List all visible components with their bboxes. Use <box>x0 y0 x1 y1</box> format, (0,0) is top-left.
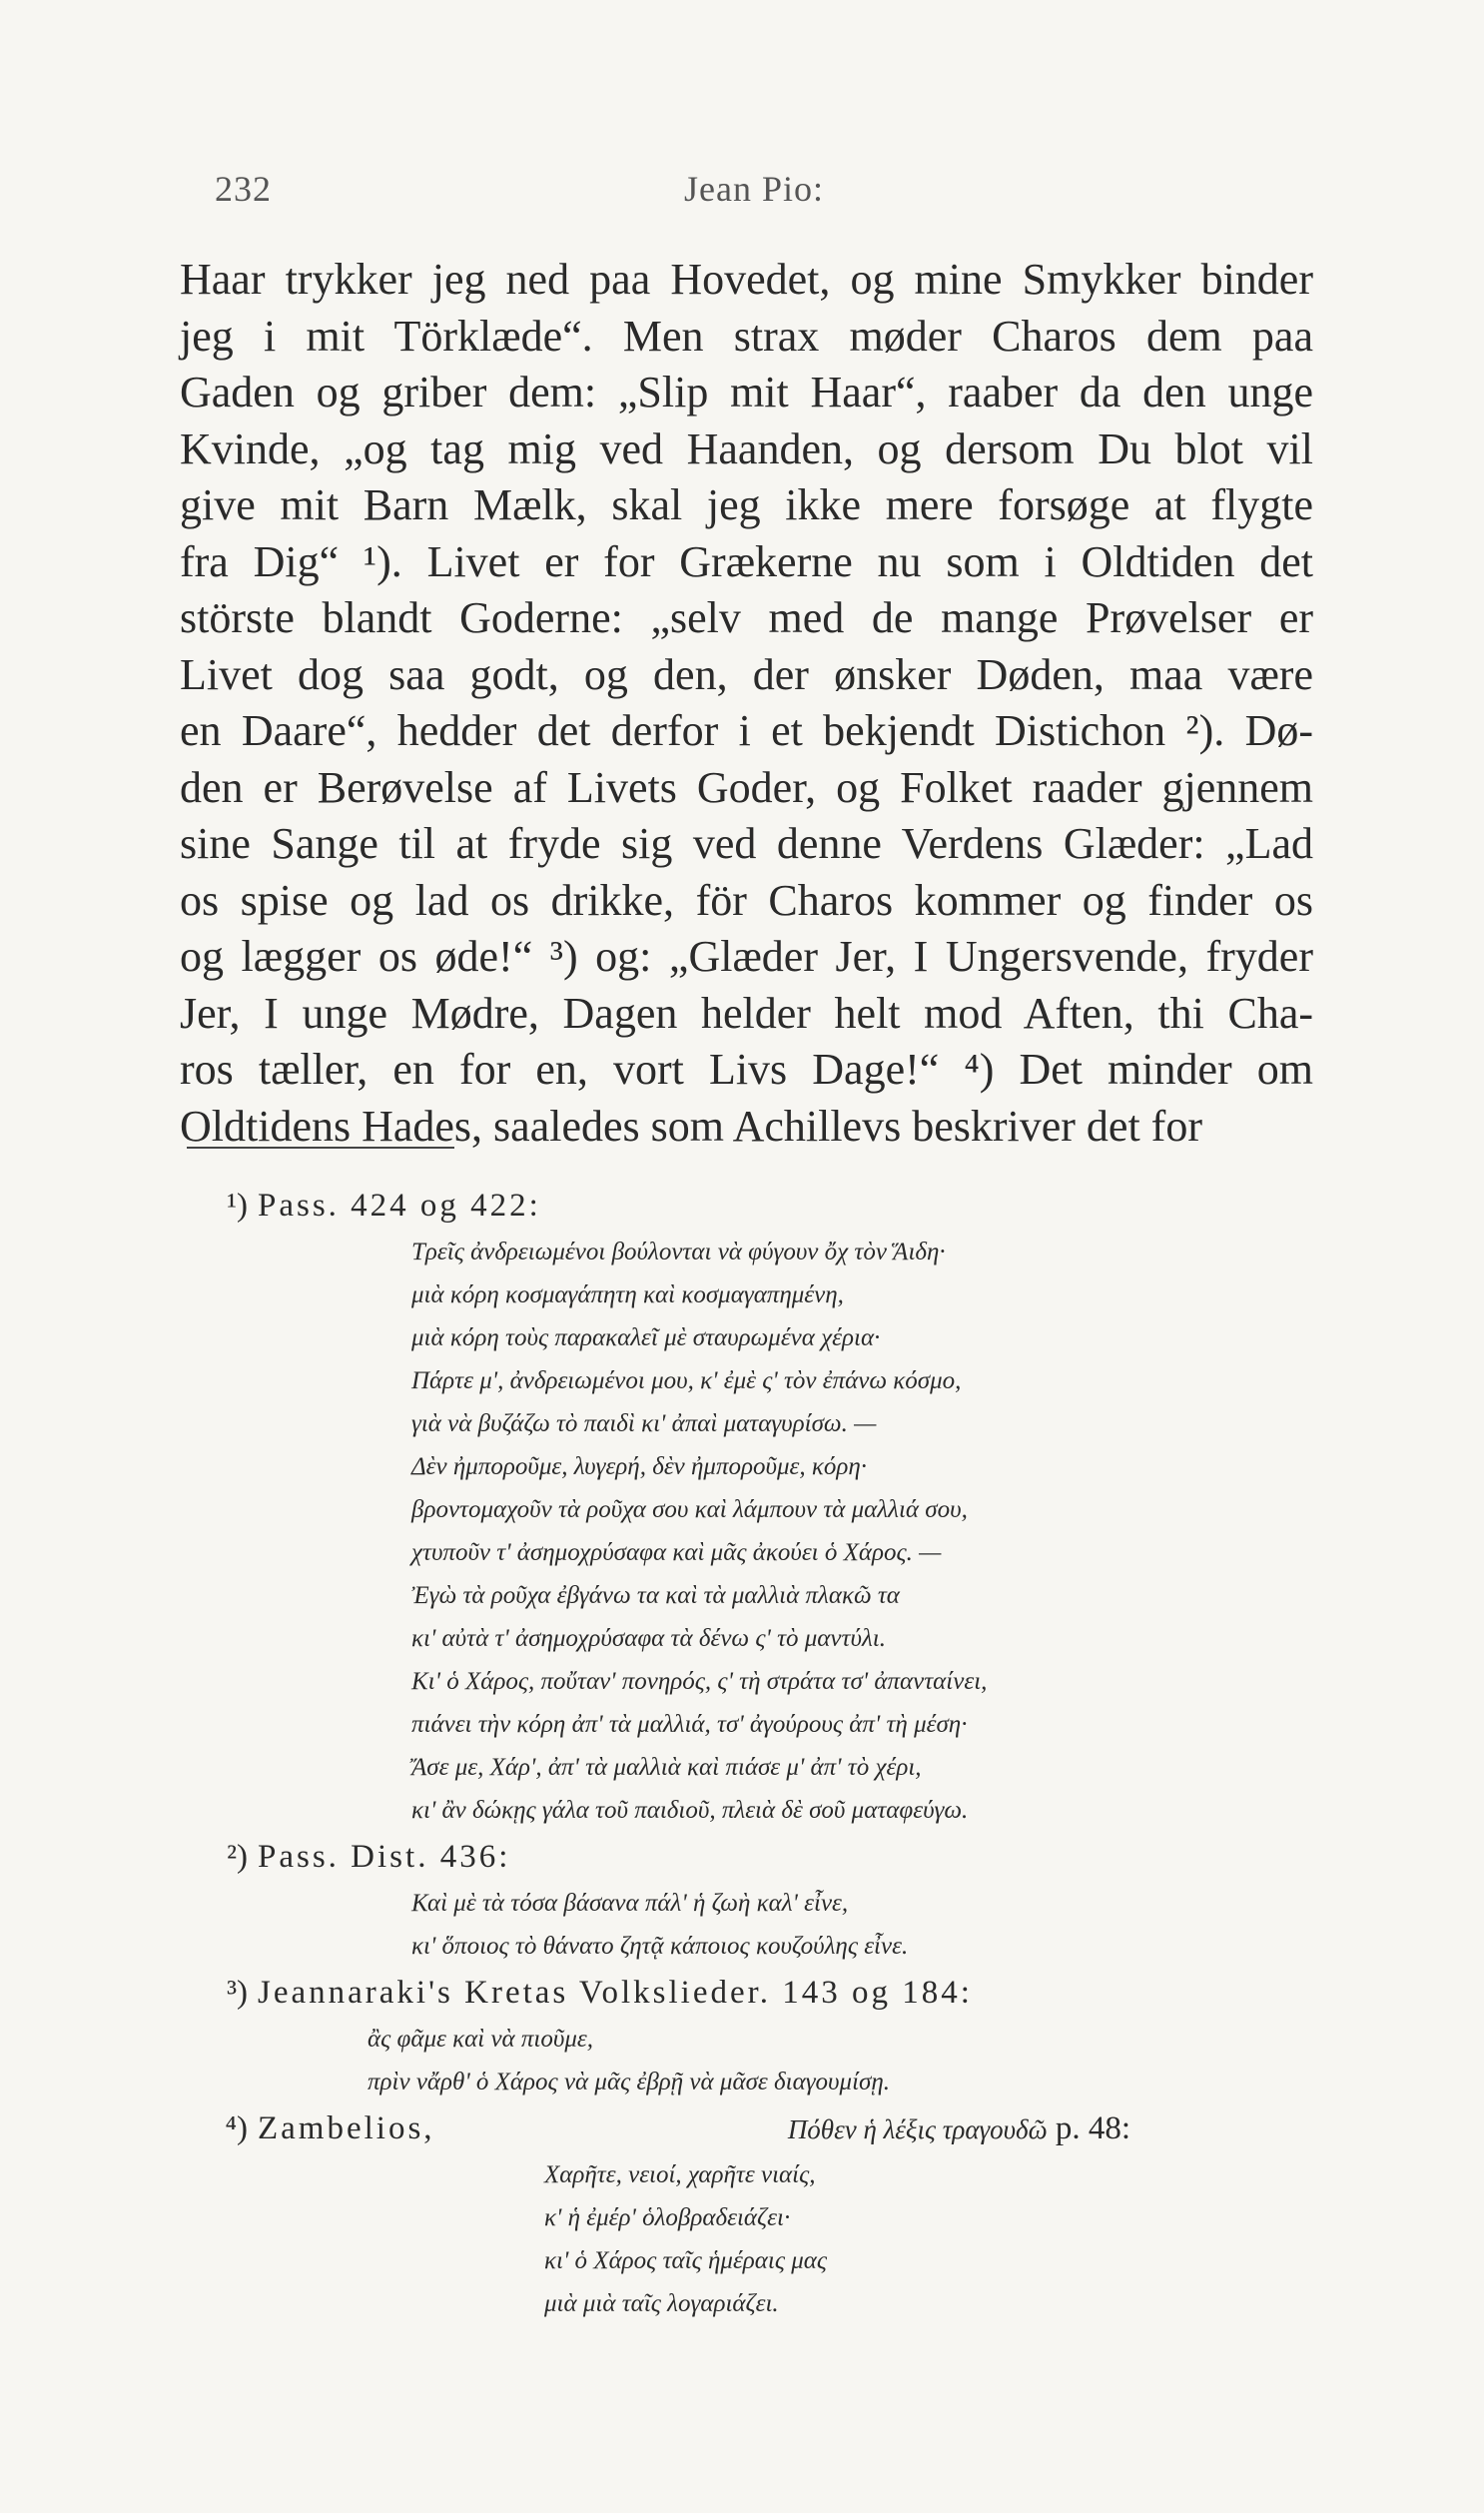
footnote <box>200 1968 1298 2103</box>
running-head: Jean Pio: <box>684 169 824 209</box>
footnote-source: Jeannaraki's Kretas Volkslieder. 143 og 184: <box>258 1975 973 2011</box>
verse-line: κι' ὁ Χάρος ταῖς ἡμέραις μας <box>544 2247 828 2274</box>
text-line: fra Dig“ ¹). Livet er for Grækerne nu som i Oldtiden det <box>180 536 1313 586</box>
footnote-heading <box>200 1181 1298 1231</box>
text-line: sine Sange til at fryde sig ved denne Verdens Glæder: „Lad <box>180 819 1313 868</box>
footnotes <box>200 1181 1298 2325</box>
footnote-number: ⁴) <box>225 2110 248 2146</box>
text-line: give mit Barn Mælk, skal jeg ikke mere forsøge at flygte <box>180 480 1313 529</box>
footnote-separator <box>187 1147 454 1149</box>
text-line: Oldtidens Hades, saaledes som Achillevs beskriver det for <box>180 1101 1202 1151</box>
verse-line: βροντομαχοῦν τὰ ροῦχα σου καὶ λάμπουν τὰ μαλλιά σου, <box>411 1496 968 1523</box>
footnote-number: ³) <box>227 1975 248 2011</box>
footnote-heading <box>200 1968 1298 2018</box>
footnote-number: ¹) <box>227 1188 248 1224</box>
verse-line: χτυποῦν τ' ἀσημοχρύσαφα καὶ μᾶς ἀκούει ὁ Χάρος. — <box>411 1539 942 1566</box>
footnote-source-greek: Πόθεν ἡ λέξις τραγουδῶ <box>787 2114 1048 2144</box>
text-line: Gaden og griber dem: „Slip mit Haar“, raaber da den unge <box>180 368 1313 417</box>
text-line: störste blandt Goderne: „selv med de mange Prøvelser er <box>180 593 1313 642</box>
verse-line: κι' ὅποιος τὸ θάνατο ζητᾷ κάποιος κουζούλης εἶνε. <box>411 1933 909 1960</box>
verse-line: κ' ἡ ἐμέρ' ὁλοβραδειάζει· <box>544 2204 791 2231</box>
footnote-heading <box>200 2103 1298 2153</box>
page-header <box>215 168 1293 218</box>
text-line: og lægger os øde!“ ³) og: „Glæder Jer, I Ungersvende, fryder <box>180 932 1313 981</box>
verse-line: πρὶν νἄρθ' ὁ Χάρος νὰ μᾶς ἐβρῇ νὰ μᾶσε διαγουμίσῃ. <box>368 2069 890 2095</box>
text-line: Kvinde, „og tag mig ved Haanden, og dersom Du blot vil <box>180 423 1313 473</box>
verse-line: κι' αὐτὰ τ' ἀσημοχρύσαφα τὰ δένω ς' τὸ μαντύλι. <box>411 1625 886 1652</box>
verse-line: μιὰ μιὰ ταῖς λογαριάζει. <box>544 2290 779 2317</box>
verse-line: Ἄσε με, Χάρ', ἀπ' τὰ μαλλιὰ καὶ πιάσε μ' ἀπ' τὸ χέρι, <box>411 1754 922 1781</box>
footnote-source-page: p. 48: <box>1055 2110 1131 2146</box>
footnote-source: Zambelios, <box>258 2110 435 2146</box>
verse-line: γιὰ νὰ βυζάζω τὸ παιδὶ κι' ἀπαὶ ματαγυρίσω. — <box>411 1410 877 1437</box>
footnote-source: Pass. 424 og 422: <box>258 1188 541 1224</box>
footnote-source: Pass. Dist. 436: <box>258 1839 511 1875</box>
verse-line: μιὰ κόρη κοσμαγάπητη καὶ κοσμαγαπημένη, <box>411 1281 844 1308</box>
footnote <box>200 2103 1298 2325</box>
text-line: ros tæller, en for en, vort Livs Dage!“ ⁴) Det minder om <box>180 1045 1313 1094</box>
main-text <box>180 252 1313 1155</box>
verse-line: μιὰ κόρη τοὺς παρακαλεῖ μὲ σταυρωμένα χέρια· <box>411 1324 881 1351</box>
verse-line: Ἐγὼ τὰ ροῦχα ἐβγάνω τα καὶ τὰ μαλλιὰ πλακῶ τα <box>411 1582 900 1609</box>
text-line: Haar trykker jeg ned paa Hovedet, og mine Smykker binder <box>180 255 1313 304</box>
footnote-heading <box>200 1832 1298 1882</box>
verse-line: ἂς φᾶμε καὶ νὰ πιοῦμε, <box>368 2026 594 2053</box>
footnote-number: ²) <box>227 1839 248 1875</box>
footnote <box>200 1832 1298 1968</box>
verse-line: Δὲν ἠμποροῦμε, λυγερή, δὲν ἠμποροῦμε, κόρη· <box>411 1453 868 1480</box>
text-line: Jer, I unge Mødre, Dagen helder helt mod Aften, thi Cha- <box>180 988 1313 1038</box>
text-line: en Daare“, hedder det derfor i et bekjendt Distichon ²). Dø- <box>180 706 1313 755</box>
verse-line: Καὶ μὲ τὰ τόσα βάσανα πάλ' ἡ ζωὴ καλ' εἶνε, <box>411 1890 849 1917</box>
verse-line: κι' ἂν δώκῃς γάλα τοῦ παιδιοῦ, πλειὰ δὲ σοῦ ματαφεύγω. <box>411 1797 969 1824</box>
footnote <box>200 1181 1298 1832</box>
verse-line: Πάρτε μ', ἀνδρειωμένοι μου, κ' ἐμὲ ς' τὸν ἐπάνω κόσμο, <box>411 1367 962 1394</box>
verse-line: Τρεῖς ἀνδρειωμένοι βούλονται νὰ φύγουν ὄχ τὸν Ἅιδη· <box>411 1239 946 1265</box>
text-line: den er Berøvelse af Livets Goder, og Folket raader gjennem <box>180 762 1313 812</box>
verse-line: πιάνει τὴν κόρη ἀπ' τὰ μαλλιά, τσ' ἀγούρους ἀπ' τὴ μέση· <box>411 1711 968 1738</box>
text-line: jeg i mit Törklæde“. Men strax møder Charos dem paa <box>180 311 1313 361</box>
page-number: 232 <box>215 169 272 209</box>
text-line: os spise og lad os drikke, för Charos kommer og finder os <box>180 875 1313 925</box>
verse-line: Κι' ὁ Χάρος, ποὔταν' πονηρός, ς' τὴ στράτα τσ' ἀπανταίνει, <box>411 1668 988 1695</box>
text-line: Livet dog saa godt, og den, der ønsker Døden, maa være <box>180 649 1313 699</box>
verse-line: Χαρῆτε, νειοί, χαρῆτε νιαίς, <box>544 2161 816 2188</box>
